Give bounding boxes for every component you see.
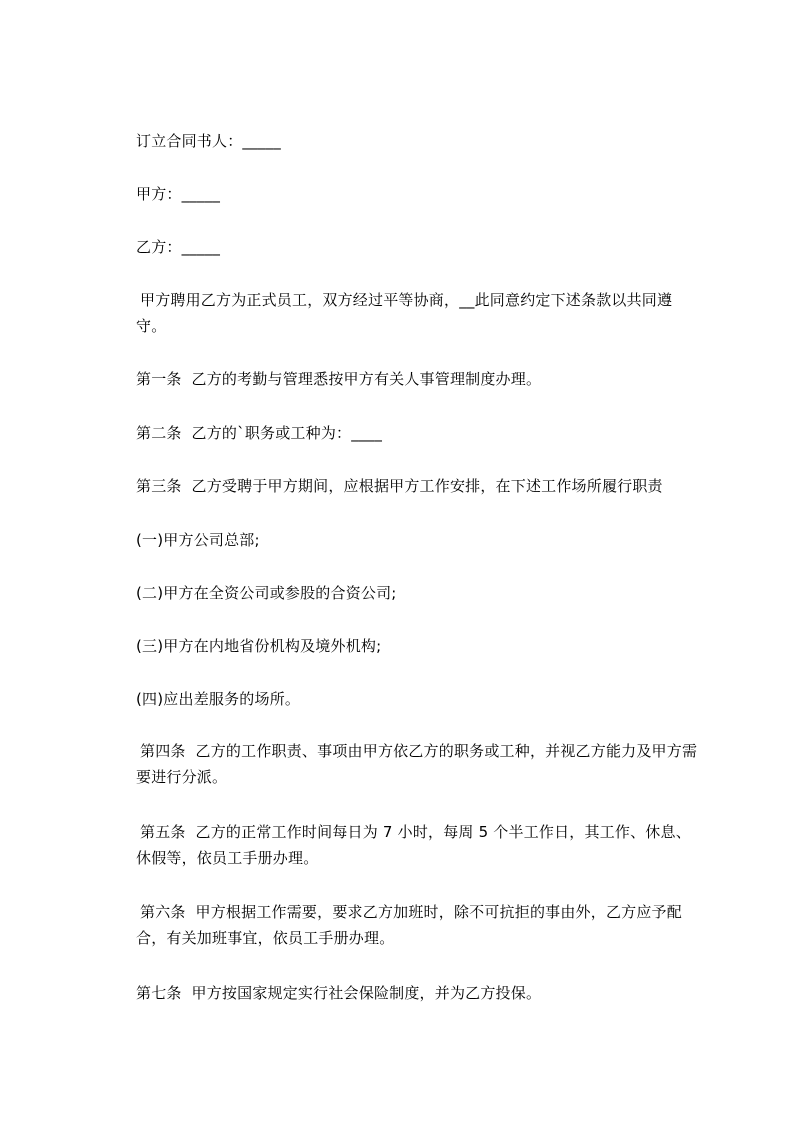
- article-3-item-3: (三)甲方在内地省份机构及境外机构;: [136, 637, 382, 655]
- article-3-item-1: (一)甲方公司总部;: [136, 531, 260, 549]
- article-7: 第七条 甲方按国家规定实行社会保险制度，并为乙方投保。: [136, 984, 542, 1002]
- article-6: 第六条 甲方根据工作需要，要求乙方加班时，除不可抗拒的事由外，乙方应予配合，有关加班事宜，依员工手册办理。: [136, 903, 682, 947]
- preamble-paragraph: 甲方聘用乙方为正式员工，双方经过平等协商，__此同意约定下述条款以共同遵守。: [136, 291, 673, 335]
- article-3: 第三条 乙方受聘于甲方期间，应根据甲方工作安排，在下述工作场所履行职责: [136, 477, 663, 495]
- party-b-line: 乙方：_____: [136, 238, 221, 256]
- article-4: 第四条 乙方的工作职责、事项由甲方依乙方的职务或工种，并视乙方能力及甲方需要进行分派。: [136, 742, 698, 786]
- contract-signatory-line: 订立合同书人：_____: [136, 132, 281, 150]
- article-2: 第二条 乙方的`职务或工种为：____: [136, 424, 383, 442]
- party-a-line: 甲方：_____: [136, 185, 221, 203]
- article-1: 第一条 乙方的考勤与管理悉按甲方有关人事管理制度办理。: [136, 370, 542, 388]
- article-3-item-4: (四)应出差服务的场所。: [136, 690, 301, 708]
- article-3-item-2: (二)甲方在全资公司或参股的合资公司;: [136, 584, 397, 602]
- article-5: 第五条 乙方的正常工作时间每日为 7 小时，每周 5 个半工作日，其工作、休息、休假等，依员工手册办理。: [136, 823, 691, 867]
